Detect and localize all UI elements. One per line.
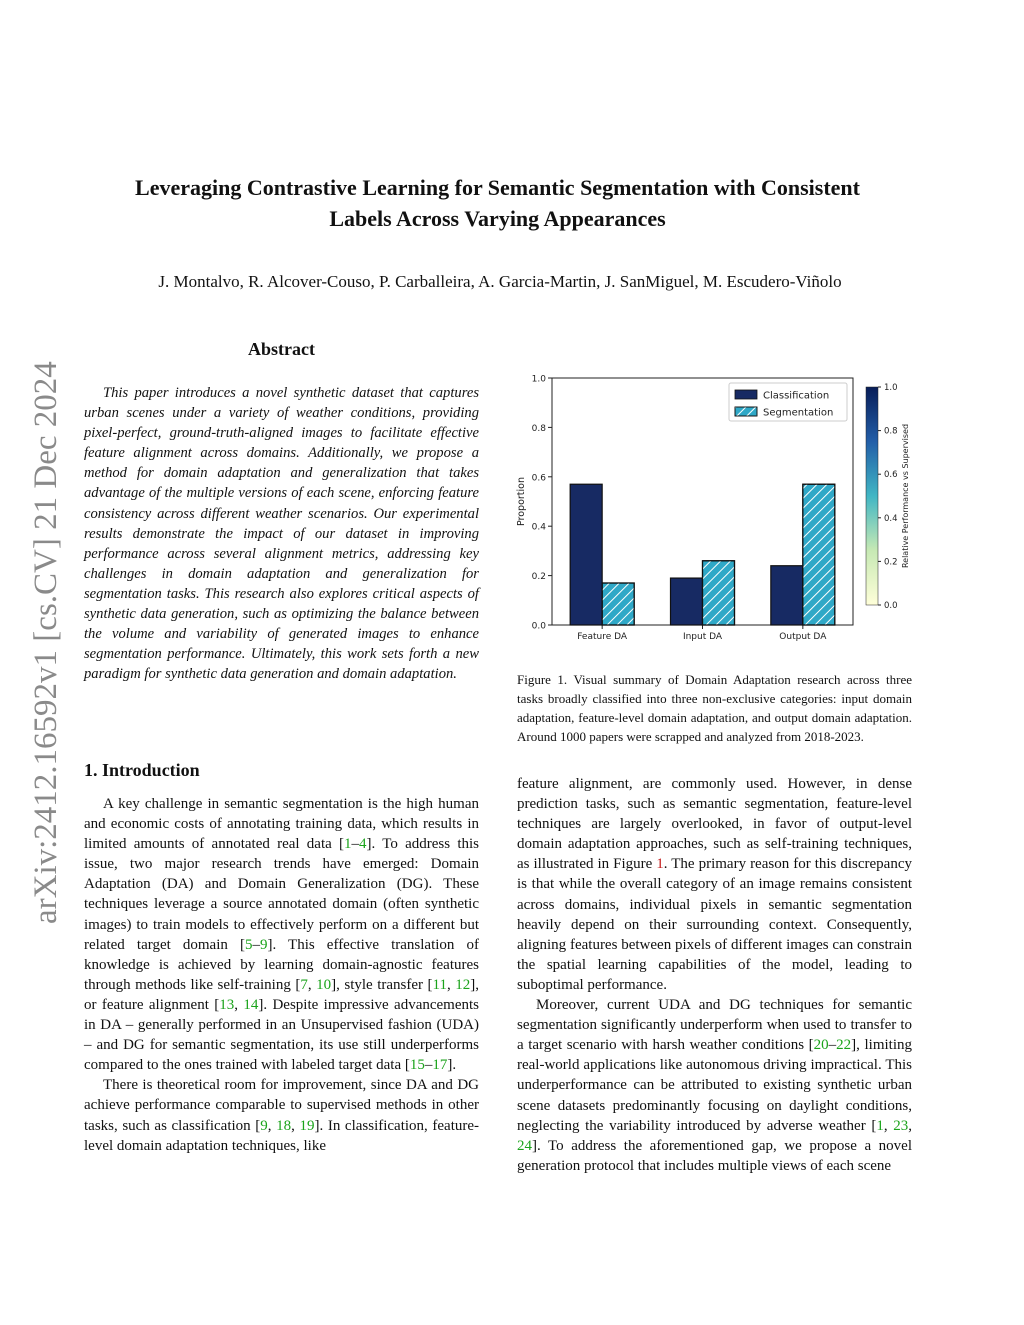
citation-link[interactable]: 20 xyxy=(813,1037,829,1054)
citation-link[interactable]: 15 xyxy=(409,1057,425,1074)
bar-classification-1 xyxy=(671,578,703,625)
citation-link[interactable]: 4 xyxy=(359,836,367,853)
legend-swatch-hatch xyxy=(735,407,757,416)
colorbar-tick-label: 0.0 xyxy=(884,601,898,611)
bar-classification-2 xyxy=(771,566,803,625)
paper-title xyxy=(80,172,915,234)
citation-link[interactable]: 24 xyxy=(517,1137,532,1154)
citation-link[interactable]: 12 xyxy=(455,976,471,993)
colorbar-tick-label: 0.2 xyxy=(884,557,898,568)
citation-link[interactable]: 9 xyxy=(260,1117,268,1134)
citation-link[interactable]: 7 xyxy=(300,976,308,993)
plot-area xyxy=(516,375,910,643)
y-tick-label: 0.8 xyxy=(531,423,546,434)
bar-hatch-overlay xyxy=(803,484,835,625)
right-paragraph-2: Moreover, current UDA and DG techniques for semantic segmentation significantly underperform when used to transfer to a target scenario with harsh weather conditions [20–22], limiting real-world applications like autonomous driving impractical. This underperformance can be attributed to existing synthetic urban scene datasets predominantly focusing on daylight conditions, neglecting the variability introduced by adverse weather [1, 23, 24]. To address the aforementioned gap, we propose a novel generation protocol that includes multiple views of each scene xyxy=(517,997,912,1174)
colorbar-label: Relative Performance vs Supervised xyxy=(901,423,910,569)
legend-swatch-classification xyxy=(735,390,757,399)
title-line-1: Leveraging Contrastive Learning for Semantic Segmentation with Consistent xyxy=(135,175,860,200)
citation-link[interactable]: 5 xyxy=(244,936,253,953)
abstract-heading: Abstract xyxy=(248,339,315,359)
x-tick-label: Input DA xyxy=(682,632,723,642)
colorbar-tick-label: 0.8 xyxy=(884,426,898,437)
figure-reference-link[interactable]: 1 xyxy=(656,856,664,873)
citation-link[interactable]: 18 xyxy=(276,1117,292,1134)
bar-hatch-overlay xyxy=(703,561,735,625)
y-tick-label: 0.4 xyxy=(531,522,546,533)
abstract-body xyxy=(84,383,479,684)
y-tick-label: 0.6 xyxy=(531,473,546,484)
y-tick-label: 1.0 xyxy=(531,374,546,385)
introduction-heading: 1. Introduction xyxy=(84,760,200,780)
y-tick-label: 0.0 xyxy=(531,621,546,632)
intro-paragraph-2: There is theoretical room for improvement, since DA and DG achieve performance comparable to supervised methods in other tasks, such as classification [9, 18, 19]. In classification, feature-level domain adaptation techniques, like xyxy=(84,1077,480,1154)
citation-link[interactable]: 10 xyxy=(316,976,332,993)
colorbar xyxy=(866,387,878,605)
figure-1-caption: Figure 1. Visual summary of Domain Adaptation research across three tasks broadly classified into three non-exclusive categories: input domain adaptation, feature-level domain adaptation, and output domain adaptation. Around 1000 papers were scrapped and analyzed from 2018-2023. xyxy=(517,672,912,744)
bar-classification-0 xyxy=(570,484,602,625)
intro-paragraph-1: A key challenge in semantic segmentation is the high human and economic costs of annotating training data, which results in limited amounts of annotated real data [1–4]. To address this issue, two major research trends have emerged: Domain Adaptation (DA) and Domain Generalization (DG). These techniques leverage a source annotated domain (often synthetic images) to train models to effectively perform on a different but related target domain [5–9]. This effective translation of knowledge is achieved by learning domain-agnostic features through methods like self-training [7, 10], style transfer [11, 12], or feature alignment [13, 14]. Despite impressive advancements in DA – generally performed in an Unsupervised fashion (UDA) – and DG for semantic segmentation, its use still underperforms compared to the ones trained with labeled target data [15–17]. xyxy=(84,796,480,1074)
right-column xyxy=(517,774,912,1176)
arxiv-identifier: arXiv:2412.16592v1 [cs.CV] 21 Dec 2024 xyxy=(28,361,64,925)
citation-link[interactable]: 11 xyxy=(432,976,447,993)
citation-link[interactable]: 14 xyxy=(243,996,259,1013)
citation-link[interactable]: 23 xyxy=(893,1117,909,1134)
colorbar-tick-label: 0.4 xyxy=(884,513,898,524)
legend-entry: Segmentation xyxy=(763,407,834,419)
x-tick-label: Feature DA xyxy=(577,632,628,642)
legend-entry: Classification xyxy=(763,390,830,402)
citation-link[interactable]: 1 xyxy=(876,1117,884,1134)
figure-1-chart xyxy=(510,365,910,645)
colorbar-tick-label: 0.6 xyxy=(884,470,898,481)
citation-link[interactable]: 17 xyxy=(432,1057,448,1074)
citation-link[interactable]: 13 xyxy=(219,996,235,1013)
abstract-paragraph: This paper introduces a novel synthetic dataset that captures urban scenes under a variety of weather conditions, providing pixel-perfect, ground-truth-aligned images to facilitate effective feature alignment across domains. Additionally, we propose a method for domain adaptation and generalization that takes advantage of the multiple versions of each scene, enforcing feature consistency across different weather scenarios. Our experimental results demonstrate the impact of our dataset in improving performance across several alignment metrics, addressing key challenges in domain adaptation and generalization for segmentation tasks. This research also explores critical aspects of synthetic data generation, such as optimizing the balance between the volume and variability of generated images to enhance segmentation performance. Ultimately, this work sets forth a new paradigm for synthetic data generation and domain adaptation. xyxy=(84,385,479,683)
y-axis-label: Proportion xyxy=(516,476,527,527)
colorbar-tick-label: 1.0 xyxy=(884,383,898,393)
right-paragraph-1: feature alignment, are commonly used. However, in dense prediction tasks, such as semantic segmentation, feature-level techniques are largely overlooked, in favor of output-level domain adaptation approaches, such as self-training techniques, as illustrated in Figure 1. The primary reason for this discrepancy is that while the overall category of an image remains consistent across domains, individual pixels in semantic segmentation heavily depend on their surrounding context. Consequently, aligning features between pixels of different images can constrain the spatial learning capabilities of the model, leading to suboptimal performance. xyxy=(517,776,912,993)
citation-link[interactable]: 1 xyxy=(344,836,352,853)
citation-link[interactable]: 19 xyxy=(299,1117,315,1134)
introduction-column xyxy=(84,794,479,1156)
y-tick-label: 0.2 xyxy=(531,572,546,583)
bar-hatch-overlay xyxy=(602,583,634,625)
citation-link[interactable]: 9 xyxy=(259,936,268,953)
author-list: J. Montalvo, R. Alcover-Couso, P. Carballeira, A. Garcia-Martin, J. SanMiguel, M. Escudero-Viñolo xyxy=(158,272,842,291)
x-tick-label: Output DA xyxy=(779,632,827,642)
citation-link[interactable]: 22 xyxy=(836,1037,852,1054)
title-line-2: Labels Across Varying Appearances xyxy=(329,206,666,231)
